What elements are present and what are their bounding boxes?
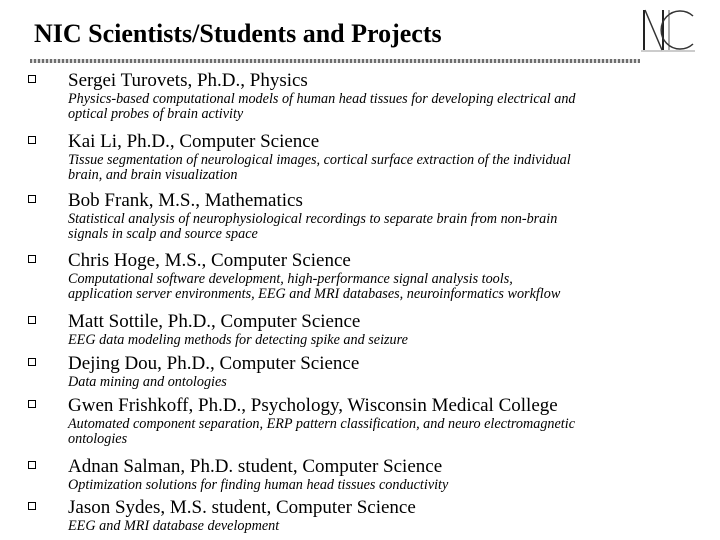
square-bullet-icon: [28, 358, 36, 366]
square-bullet-icon: [28, 255, 36, 263]
project-description: application server environments, EEG and MRI databases, neuroinformatics workflow: [68, 286, 561, 302]
person-name: Kai Li, Ph.D., Computer Science: [68, 131, 320, 152]
project-description: EEG and MRI database development: [68, 518, 280, 534]
nic-logo: [640, 6, 696, 54]
project-description: EEG data modeling methods for detecting spike and seizure: [68, 332, 408, 348]
person-name: Bob Frank, M.S., Mathematics: [68, 190, 303, 211]
project-description: Data mining and ontologies: [68, 374, 227, 390]
square-bullet-icon: [28, 400, 36, 408]
person-name: Chris Hoge, M.S., Computer Science: [68, 250, 351, 271]
square-bullet-icon: [28, 75, 36, 83]
square-bullet-icon: [28, 316, 36, 324]
logo-n-left-bar: [643, 10, 645, 50]
person-name: Dejing Dou, Ph.D., Computer Science: [68, 353, 360, 374]
project-description: optical probes of brain activity: [68, 106, 244, 122]
project-description: ontologies: [68, 431, 128, 447]
person-name: Matt Sottile, Ph.D., Computer Science: [68, 311, 361, 332]
project-description: brain, and brain visualization: [68, 167, 238, 183]
title-underline: [30, 59, 640, 63]
square-bullet-icon: [28, 136, 36, 144]
logo-n-right-bar: [662, 10, 664, 50]
project-description: signals in scalp and source space: [68, 226, 258, 242]
person-name: Adnan Salman, Ph.D. student, Computer Science: [68, 456, 443, 477]
square-bullet-icon: [28, 502, 36, 510]
project-description: Physics-based computational models of human head tissues for developing electrical and: [68, 91, 576, 107]
project-description: Statistical analysis of neurophysiological recordings to separate brain from non-brain: [68, 211, 558, 227]
square-bullet-icon: [28, 195, 36, 203]
person-name: Gwen Frishkoff, Ph.D., Psychology, Wisconsin Medical College: [68, 395, 558, 416]
project-description: Computational software development, high-performance signal analysis tools,: [68, 271, 513, 287]
project-description: Automated component separation, ERP pattern classification, and neuro electromagnetic: [68, 416, 575, 432]
project-description: Tissue segmentation of neurological images, cortical surface extraction of the individual: [68, 152, 571, 168]
person-name: Jason Sydes, M.S. student, Computer Science: [68, 497, 416, 518]
project-description: Optimization solutions for finding human head tissues conductivity: [68, 477, 449, 493]
person-name: Sergei Turovets, Ph.D., Physics: [68, 70, 308, 91]
slide-title: NIC Scientists/Students and Projects: [34, 19, 442, 48]
logo-c-arc: [661, 11, 693, 49]
logo-n-diagonal: [645, 10, 662, 50]
square-bullet-icon: [28, 461, 36, 469]
